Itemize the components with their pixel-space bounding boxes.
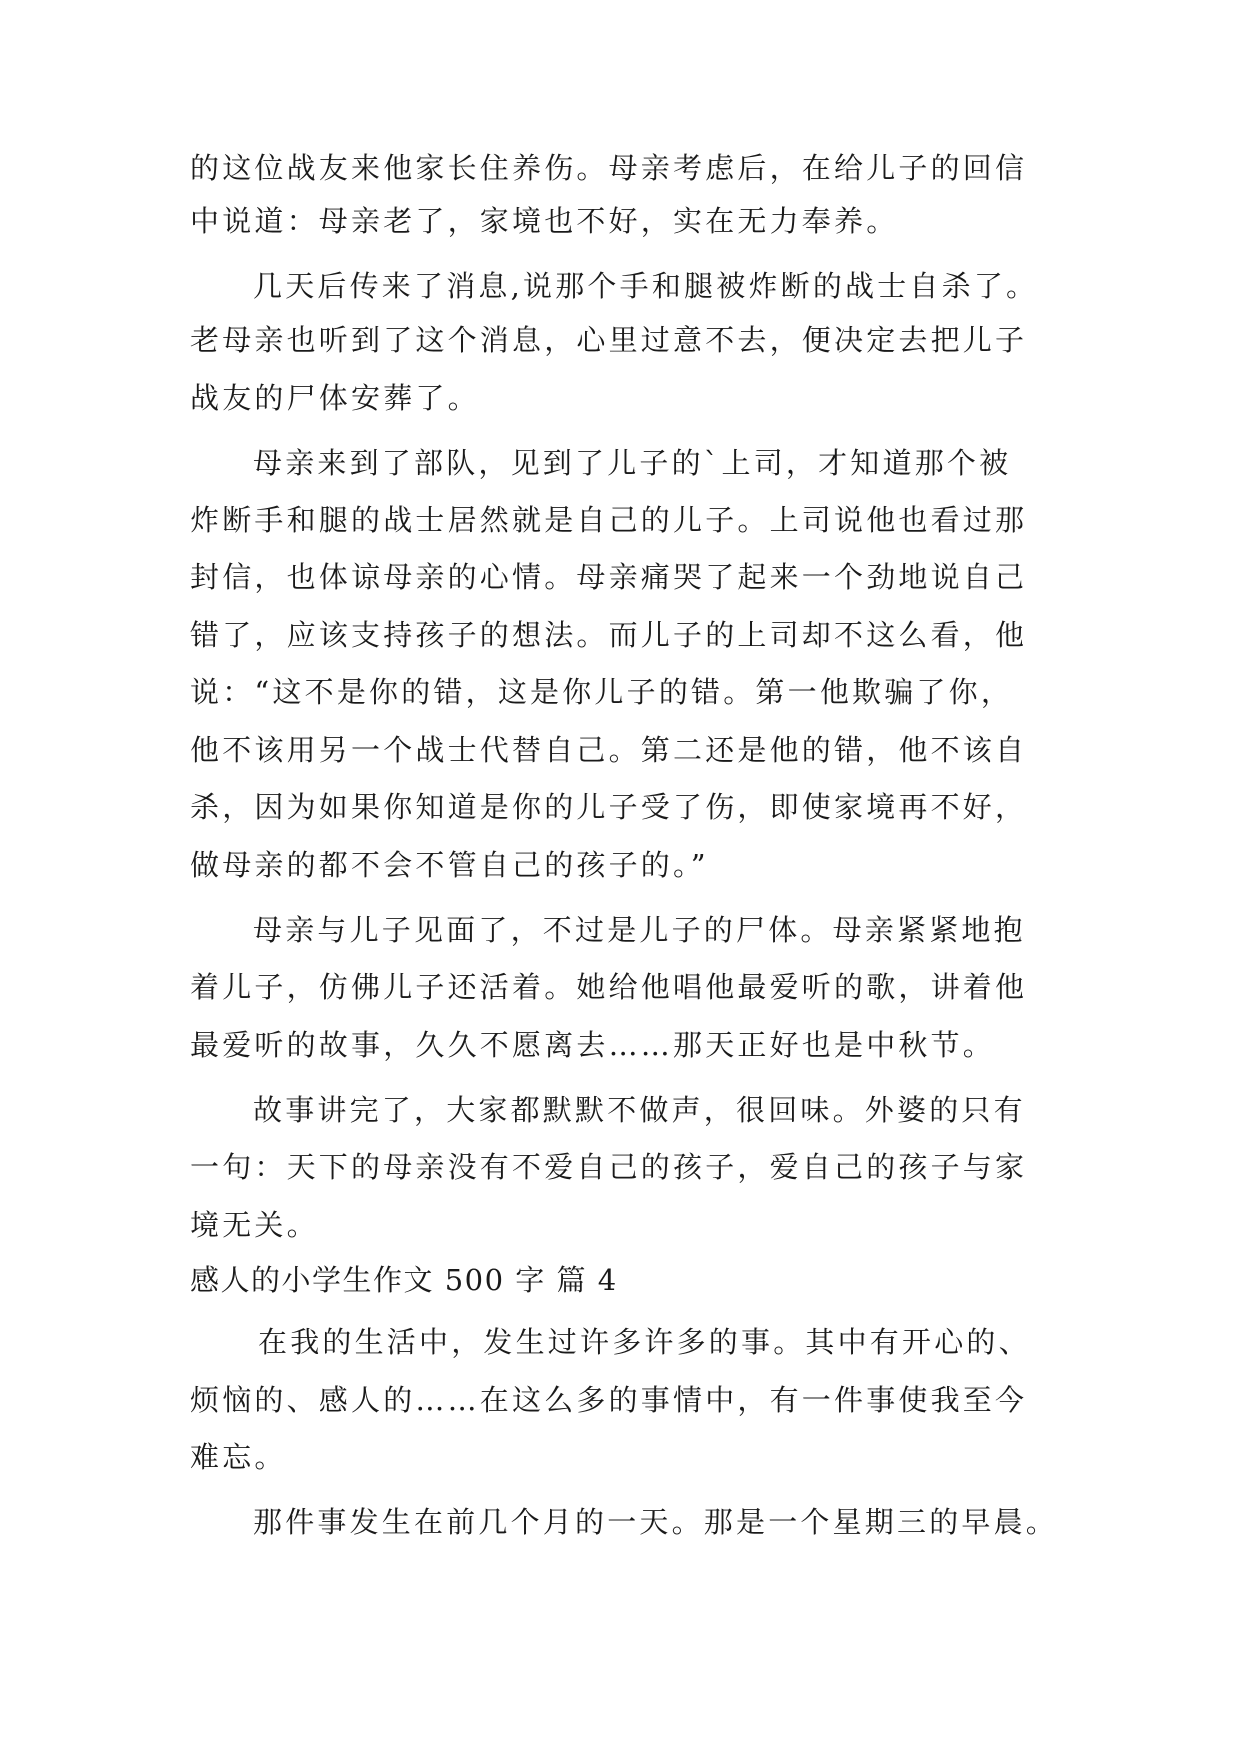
paragraph-line: 母亲来到了部队，见到了儿子的`上司，才知道那个被 xyxy=(253,446,1012,480)
text-line: 的这位战友来他家长住养伤。母亲考虑后，在给儿子的回信 xyxy=(190,151,1028,185)
paragraph-line: 母亲与儿子见面了，不过是儿子的尸体。母亲紧紧地抱 xyxy=(253,913,1026,947)
paragraph-line: 在我的生活中，发生过许多许多的事。其中有开心的、 xyxy=(258,1325,1031,1359)
text-line: 难忘。 xyxy=(190,1440,287,1474)
text-line: 中说道：母亲老了，家境也不好，实在无力奉养。 xyxy=(190,204,899,238)
section-heading: 感人的小学生作文 500 字 篇 4 xyxy=(190,1263,618,1297)
text-line: 老母亲也听到了这个消息，心里过意不去，便决定去把儿子 xyxy=(190,323,1028,357)
text-line: 错了，应该支持孩子的想法。而儿子的上司却不这么看，他 xyxy=(190,618,1028,652)
paragraph-line: 那件事发生在前几个月的一天。那是一个星期三的早晨。 xyxy=(253,1505,1059,1539)
text-line: 杀，因为如果你知道是你的儿子受了伤，即使家境再不好， xyxy=(190,790,1028,824)
text-line: 最爱听的故事，久久不愿离去……那天正好也是中秋节。 xyxy=(190,1028,996,1062)
text-line: 说：“这不是你的错，这是你儿子的错。第一他欺骗了你， xyxy=(190,675,1014,709)
text-line: 做母亲的都不会不管自己的孩子的。” xyxy=(190,848,709,882)
paragraph-line: 故事讲完了，大家都默默不做声，很回味。外婆的只有 xyxy=(253,1093,1026,1127)
paragraph-line: 几天后传来了消息,说那个手和腿被炸断的战士自杀了。 xyxy=(253,269,1039,303)
text-line: 境无关。 xyxy=(190,1208,319,1242)
text-line: 着儿子，仿佛儿子还活着。她给他唱他最爱听的歌，讲着他 xyxy=(190,970,1028,1004)
text-line: 他不该用另一个战士代替自己。第二还是他的错，他不该自 xyxy=(190,733,1028,767)
text-line: 炸断手和腿的战士居然就是自己的儿子。上司说他也看过那 xyxy=(190,503,1028,537)
text-line: 封信，也体谅母亲的心情。母亲痛哭了起来一个劲地说自己 xyxy=(190,560,1028,594)
text-line: 一句：天下的母亲没有不爱自己的孩子，爱自己的孩子与家 xyxy=(190,1150,1028,1184)
text-line: 烦恼的、感人的……在这么多的事情中，有一件事使我至今 xyxy=(190,1383,1028,1417)
text-line: 战友的尸体安葬了。 xyxy=(190,381,480,415)
